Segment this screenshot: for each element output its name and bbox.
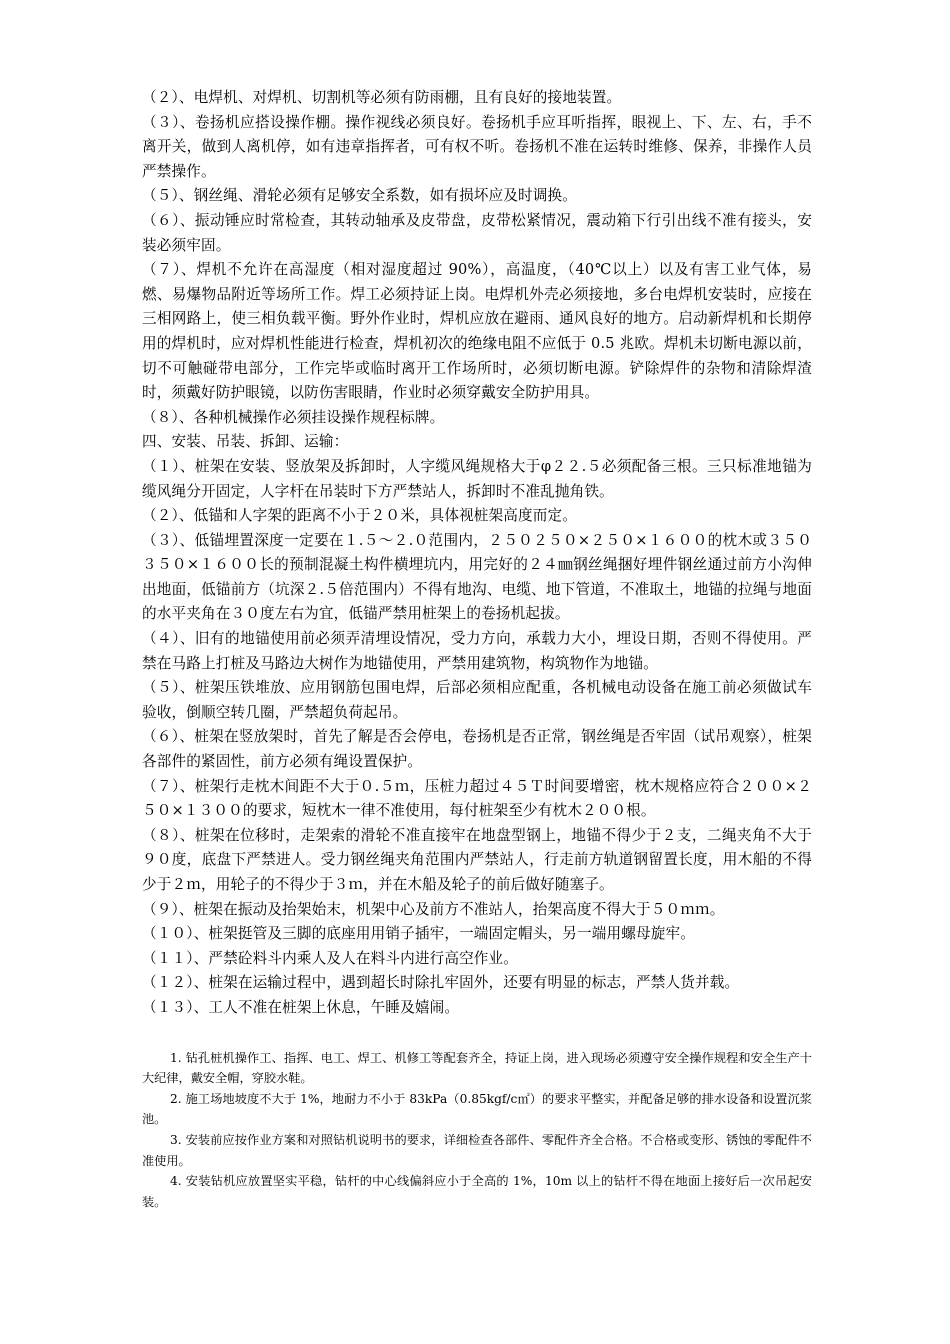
install-item-5: （５）、桩架压铁堆放、应用钢筋包围电焊，后部必须相应配重，各机械电动设备在施工前必须做试车验收，倒顺空转几圈，严禁超负荷起吊。 [142, 679, 812, 721]
note-4: 4. 安装钻机应放置坚实平稳，钻杆的中心线偏斜应小于全高的 1%，10m 以上的钻杆不得在地面上接好后一次吊起安装。 [142, 1174, 812, 1209]
drilling-notes [142, 1048, 812, 1213]
install-item-11: （１１）、严禁砼料斗内乘人及人在料斗内进行高空作业。 [142, 949, 519, 967]
note-2: 2. 施工场地坡度不大于 1%，地耐力不小于 83kPa（0.85kgf/c㎡）的要求平整实，并配备足够的排水设备和设置沉浆池。 [142, 1091, 812, 1127]
install-item-13: （１３）、工人不准在桩架上休息，午睡及嬉闹。 [142, 998, 460, 1016]
paragraph-7-welding: （７）、焊机不允许在高湿度（相对湿度超过 90%），高温度，（40℃以上）以及有害工业气体，易燃、易爆物品附近等场所工作。焊工必须持证上岗。电焊机外壳必须接地，多台电焊机安装时，应接在三相网路上，使三相负载平衡。野外作业时，焊机应放在避雨、通风良好的地方。启动新焊机和长期停用的焊机时，应对焊机性能进行检查，焊机初次的绝缘电阻不应低于 0.5 兆欧。焊机未切断电源以前，切不可触碰带电部分，工作完毕或临时离开工作场所时，必须切断电源。铲除焊件的杂物和清除焊渣时，须戴好防护眼镜，以防伤害眼睛，作业时必须穿戴安全防护用具。 [142, 261, 812, 402]
paragraph-6-vibration-hammer: （６）、振动锤应时常检查，其转动轴承及皮带盘，皮带松紧情况，震动箱下行引出线不准有接头，安装必须牢固。 [142, 211, 812, 254]
note-1: 1. 钻孔桩机操作工、指挥、电工、焊工、机修工等配套齐全，持证上岗，进入现场必须遵守安全操作规程和安全生产十大纪律，戴安全帽，穿胶水鞋。 [142, 1050, 812, 1086]
section-gap [142, 1021, 812, 1048]
install-item-1: （１）、桩架在安装、竖放架及拆卸时，人字缆风绳规格大于φ２２.５必须配备三根。三只标准地锚为缆风绳分开固定，人字杆在吊装时下方严禁站人，拆卸时不准乱抛角铁。 [142, 457, 812, 500]
paragraph-5-wire-rope: （５）、钢丝绳、滑轮必须有足够安全系数，如有损坏应及时调换。 [142, 187, 578, 205]
install-item-7: （７）、桩架行走枕木间距不大于０.５ｍ，压桩力超过４５Ｔ时间要增密，枕木规格应符合２００×２５０×１３００的要求，短枕木一律不准使用，每付桩架至少有枕木２００根。 [142, 777, 812, 820]
install-item-2: （２）、低锚和人字架的距离不小于２０米，具体视桩架高度而定。 [142, 507, 578, 525]
install-item-9: （９）、桩架在振动及抬架始末，机架中心及前方不准站人，抬架高度不得大于５０ｍｍ。 [142, 900, 725, 918]
paragraph-3-winch: （３）、卷扬机应搭设操作棚。操作视线必须良好。卷扬机手应耳听指挥，眼视上、下、左、右，手不离开关，做到人离机停，如有违章指挥者，可有权不听。卷扬机不准在运转时维修、保养，非操作人员严禁操作。 [142, 113, 812, 180]
paragraph-2-welders: （２）、电焊机、对焊机、切割机等必须有防雨棚，且有良好的接地装置。 [142, 89, 622, 106]
install-item-3: （３）、低锚埋置深度一定要在１.５～２.０范围内，２５０２５０×２５０×１６００的枕木或３５０３５０×１６００长的预制混凝土构件横埋坑内，用完好的２４㎜钢丝绳捆好埋件钢丝通过前方小沟伸出地面，低锚前方（坑深２.５倍范围内）不得有地沟、电缆、地下管道，不准取土，地锚的拉绳与地面的水平夹角在３０度左右为宜，低锚严禁用桩架上的卷扬机起拔。 [142, 531, 812, 623]
install-item-8: （８）、桩架在位移时，走架索的滑轮不准直接牢在地盘型钢上，地锚不得少于２支，二绳夹角不大于９０度，底盘下严禁进人。受力钢丝绳夹角范围内严禁站人，行走前方轨道钢留置长度，用木船的不得少于２ｍ，用轮子的不得少于３ｍ，并在木船及轮子的前后做好随塞子。 [142, 826, 812, 893]
install-item-4: （４）、旧有的地锚使用前必须弄清埋设情况，受力方向，承载力大小，埋设日期，否则不得使用。严禁在马路上打桩及马路边大树作为地锚使用，严禁用建筑物，构筑物作为地锚。 [142, 630, 812, 672]
install-item-6: （６）、桩架在竖放架时，首先了解是否会停电，卷扬机是否正常，钢丝绳是否牢固（试吊观察），桩架各部件的紧固性，前方必须有绳设置保护。 [142, 728, 812, 771]
main-text [142, 86, 812, 1021]
install-item-12: （１２）、桩架在运输过程中，遇到超长时除扎牢固外，还要有明显的标志，严禁人货并载。 [142, 974, 740, 992]
install-item-10: （１０）、桩架挺管及三脚的底座用用销子插牢，一端固定帽头，另一端用螺母旋牢。 [142, 925, 695, 943]
section-heading-4: 四、安装、吊装、拆卸、运输： [142, 433, 349, 451]
paragraph-8-signs: （８）、各种机械操作必须挂设操作规程标牌。 [142, 408, 445, 426]
note-3: 3. 安装前应按作业方案和对照钻机说明书的要求，详细检查各部件、零配件齐全合格。不合格或变形、锈蚀的零配件不准使用。 [142, 1132, 812, 1168]
